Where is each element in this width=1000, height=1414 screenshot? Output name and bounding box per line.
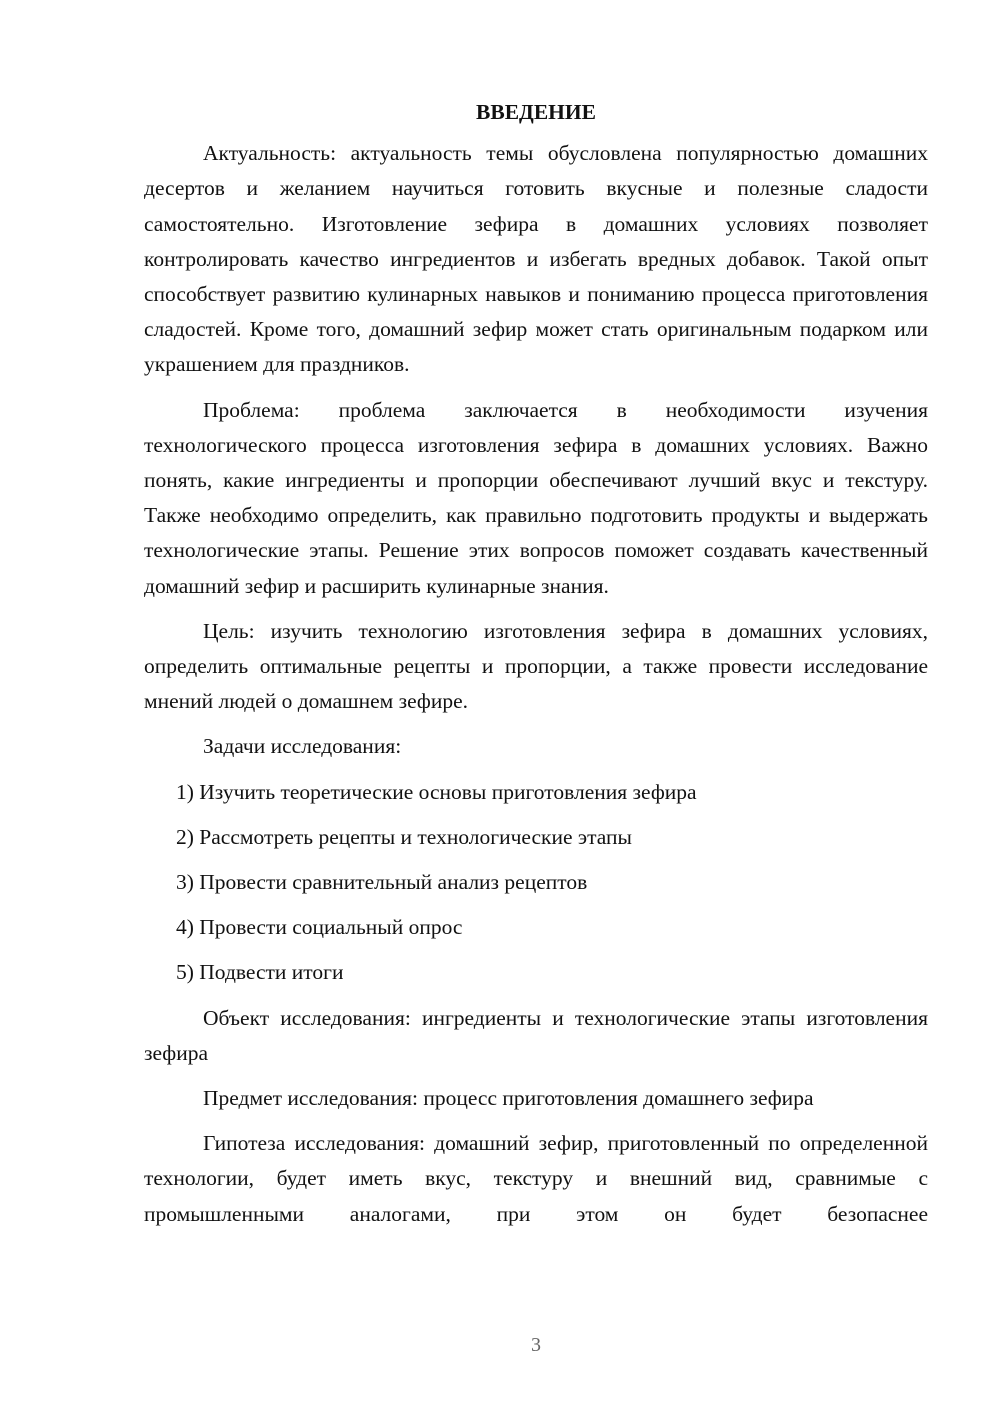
task-item: 5) Подвести итоги	[176, 960, 344, 985]
tasks-heading: Задачи исследования:	[203, 734, 402, 759]
object-paragraph: Объект исследования: ингредиенты и технологические этапы изготовления зефира	[144, 1005, 928, 1065]
document-content	[144, 95, 928, 1232]
page-number: 3	[531, 1334, 541, 1356]
goal-paragraph: Цель: изучить технологию изготовления зефира в домашних условиях, определить оптимальные рецепты и пропорции, а также провести исследование мнений людей о домашнем зефире.	[144, 618, 928, 714]
task-item: 1) Изучить теоретические основы приготовления зефира	[176, 779, 697, 804]
relevance-paragraph: Актуальность: актуальность темы обусловлена популярностью домашних десертов и желанием научиться готовить вкусные и полезные сладости самостоятельно. Изготовление зефира в домашних условиях позволяет контролировать качество ингредиентов и избегать вредных добавок. Такой опыт способствует развитию кулинарных навыков и пониманию процесса приготовления сладостей. Кроме того, домашний зефир может стать оригинальным подарком или украшением для праздников.	[144, 141, 928, 377]
section-title: ВВЕДЕНИЕ	[476, 100, 596, 124]
task-item: 2) Рассмотреть рецепты и технологические этапы	[176, 824, 632, 849]
subject-paragraph: Предмет исследования: процесс приготовления домашнего зефира	[203, 1086, 814, 1111]
tasks-list	[144, 775, 928, 991]
hypothesis-paragraph: Гипотеза исследования: домашний зефир, приготовленный по определенной технологии, будет иметь вкус, текстуру и внешний вид, сравнимые с промышленными аналогами, при этом он будет безопаснее	[144, 1131, 928, 1226]
task-item: 3) Провести сравнительный анализ рецептов	[176, 870, 588, 895]
problem-paragraph: Проблема: проблема заключается в необходимости изучения технологического процесса изготовления зефира в домашних условиях. Важно понять, какие ингредиенты и пропорции обеспечивают лучший вкус и текстуру. Также необходимо определить, как правильно подготовить продукты и выдержать технологические этапы. Решение этих вопросов поможет создавать качественный домашний зефир и расширить кулинарные знания.	[144, 397, 928, 598]
task-item: 4) Провести социальный опрос	[176, 915, 463, 940]
